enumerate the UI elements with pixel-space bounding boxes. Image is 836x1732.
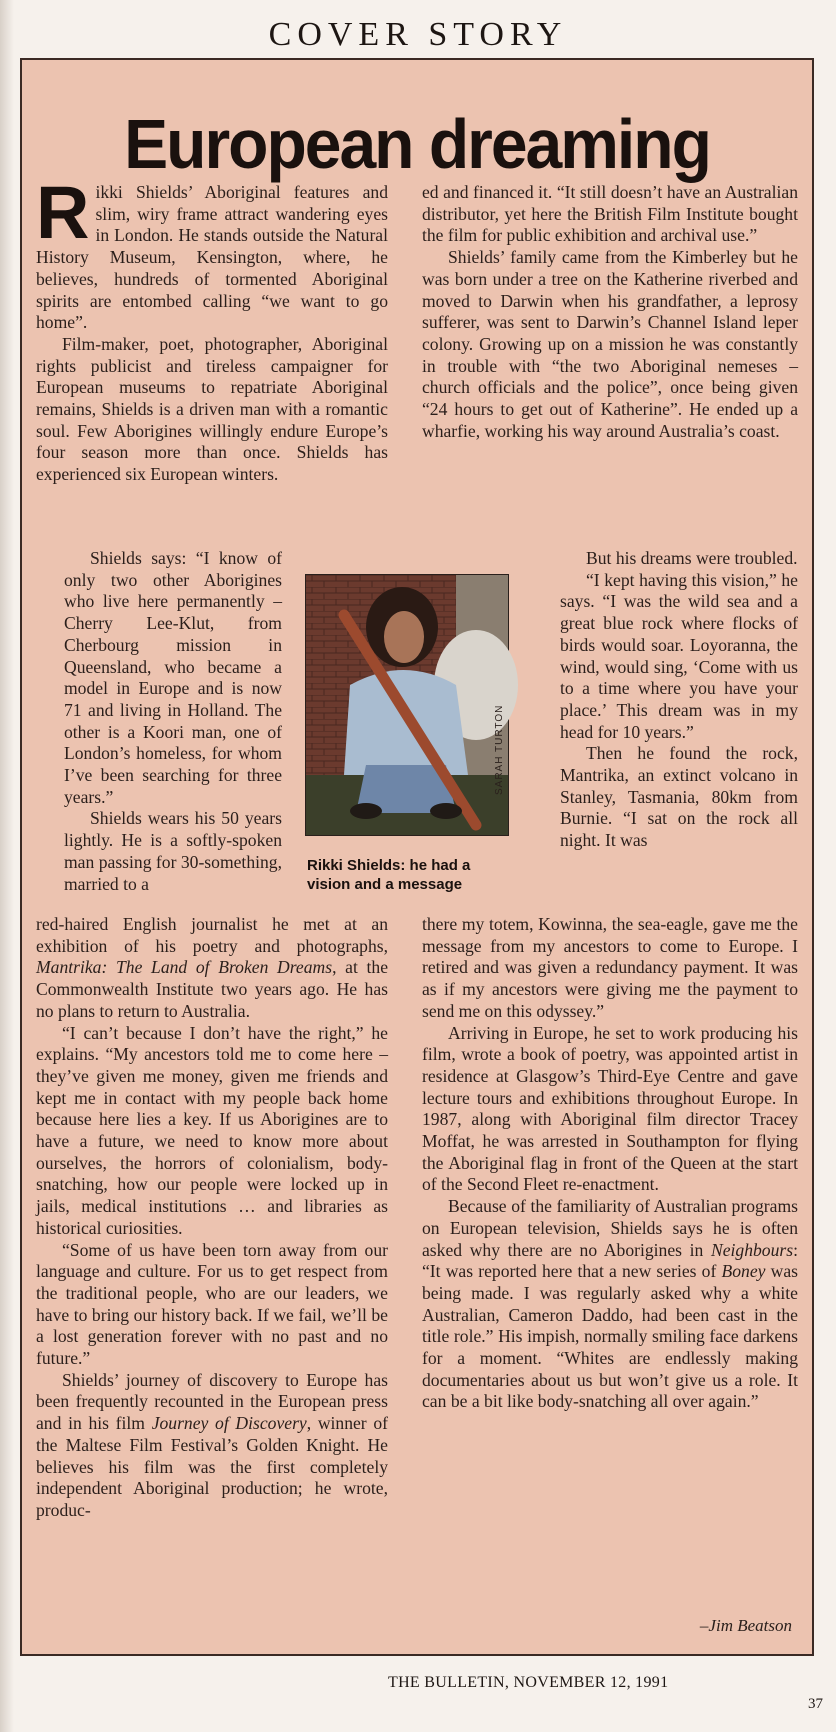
column2-bottom bbox=[422, 914, 798, 1614]
column2-top bbox=[422, 182, 798, 550]
section-kicker: COVER STORY bbox=[268, 16, 568, 53]
page-edge-shadow bbox=[0, 0, 14, 1732]
paragraph: Film-maker, poet, photographer, Aboriginal rights publicist and tireless campaigner for European museums to repatriate Aboriginal remains, Shields is a driven man with a romantic soul. Few Aborigines willingly endure Europe’s four season more than once. Shields has experienced six European winters. bbox=[36, 333, 388, 485]
paragraph: ed and financed it. “It still doesn’t have an Australian distributor, yet here the British Film Institute bought the film for public exhibition and archival use.” bbox=[422, 182, 798, 246]
photo-caption: Rikki Shields: he had a vision and a message bbox=[307, 857, 471, 893]
page-number: 37 bbox=[808, 1696, 823, 1712]
paragraph: Arriving in Europe, he set to work producing his film, wrote a book of poetry, was appointed artist in residence at Glasgow’s Third-Eye Centre and gave lecture tours and exhibitions throughout Europe. In 1987, along with Aboriginal film director Tracey Moffat, he was arrested in Southampton for flying the Aboriginal flag in front of the Queen at the start of the Second Fleet re-enactment. bbox=[422, 1022, 798, 1195]
column2-beside-photo bbox=[560, 548, 798, 874]
paragraph: there my totem, Kowinna, the sea-eagle, gave me the message from my ancestors to come to Europe. I retired and was given a redundancy payment. It was as if my ancestors were giving me the payment to send me on this odyssey.” bbox=[422, 914, 798, 1021]
photo-illustration bbox=[306, 575, 508, 835]
drop-cap: R bbox=[36, 171, 90, 254]
paragraph: ikki Shields’ Aboriginal features and slim, wiry frame attract wandering eyes in London. He stands outside the Natural History Museum, Kensington, where, he believes, hundreds of tormented Aboriginal spirits are entombed calling “we want to go home”. bbox=[36, 182, 388, 333]
article-photo bbox=[305, 574, 509, 836]
byline: –Jim Beatson bbox=[699, 1616, 792, 1635]
paragraph: “I kept having this vision,” he says. “I was the wild sea and a great blue rock where flocks of birds would soar. Loyoranna, the wind, would sing, ‘Come with us to a time where you have your place.’ This dream was in my head for 10 years.” bbox=[560, 569, 798, 742]
paragraph: “Some of us have been torn away from our language and culture. For us to get respect from the traditional people, who are our leaders, we have to bring our history back. If we fail, we’ll be a lost generation forever with no past and no future.” bbox=[36, 1239, 388, 1369]
paragraph: Shields wears his 50 years lightly. He is a softly-spoken man passing for 30-something, married to a bbox=[64, 808, 282, 894]
column1-beside-photo bbox=[64, 548, 282, 894]
film-title: Journey of Discovery bbox=[151, 1413, 307, 1434]
paragraph: Shields’ family came from the Kimberley but he was born under a tree on the Katherine riverbed and moved to Darwin when his grandfather, a leprosy sufferer, was sent to Darwin’s Channel Island leper colony. Growing up on a mission he was constantly in trouble with “the two Aboriginal nemeses – church officials and the police”, once being given “24 hours to get out of Katherine”. He ended up a wharfie, working his way around Australia’s coast. bbox=[422, 247, 798, 441]
photo-credit: SARAH TURTON bbox=[494, 704, 505, 795]
paragraph: Because of the familiarity of Australian programs on European television, Shields says he is often asked why there are no Aborigines in Neighbours: “It was reported here that a new series of Boney was being made. I was regularly asked why a white Australian, Cameron Daddo, had been cast in the title role.” His impish, normally smiling face darkens for a moment. “Whites are endlessly making documentaries about us but won’t give us a role. It can be a bit like body-snatching all over again.” bbox=[422, 1196, 798, 1412]
paragraph: Shields says: “I know of only two other Aborigines who live here permanently – Cherry Lee-Klut, from Cherbourg mission in Queensland, who became a model in Europe and is now 71 and living in Holland. The other is a Koori man, one of London’s homeless, for whom I’ve been searching for three years.” bbox=[64, 548, 282, 807]
publication-footer: THE BULLETIN, NOVEMBER 12, 1991 bbox=[388, 1674, 669, 1691]
headline: European dreaming bbox=[124, 105, 710, 183]
article-panel bbox=[20, 58, 814, 1656]
tv-title: Boney bbox=[721, 1261, 766, 1282]
paragraph: Shields’ journey of discovery to Europe has been frequently recounted in the European press and in his film Journey of Discovery, winner of the Maltese Film Festival’s Golden Knight. He believes his film was the first completely independent Aboriginal production; he wrote, produc- bbox=[36, 1369, 389, 1520]
book-title: Mantrika: The Land of Broken Dreams bbox=[36, 957, 333, 978]
paragraph: But his dreams were troubled. bbox=[586, 548, 798, 568]
paragraph: “I can’t because I don’t have the right,” he explains. “My ancestors told me to come here – they’ve given me money, given me friends and kept me in contact with my people back home because here lies a key. If us Aborigines are to have a future, we need to know more about ourselves, the horrors of colonialism, body-snatching, how our people were locked up in jails, medical institutions … and libraries as historical curiosities. bbox=[36, 1022, 388, 1238]
column1-top bbox=[36, 171, 388, 550]
paragraph: red-haired English journalist he met at an exhibition of his poetry and photographs, Mantrika: The Land of Broken Dreams, at the Commonwealth Institute two years ago. He has no plans to return to Australia. bbox=[36, 914, 388, 1021]
tv-title: Neighbours bbox=[710, 1239, 794, 1260]
paragraph: Then he found the rock, Mantrika, an extinct volcano in Stanley, Tasmania, 80km from Burnie. “I sat on the rock all night. It was bbox=[560, 743, 798, 851]
column1-bottom bbox=[36, 914, 388, 1644]
